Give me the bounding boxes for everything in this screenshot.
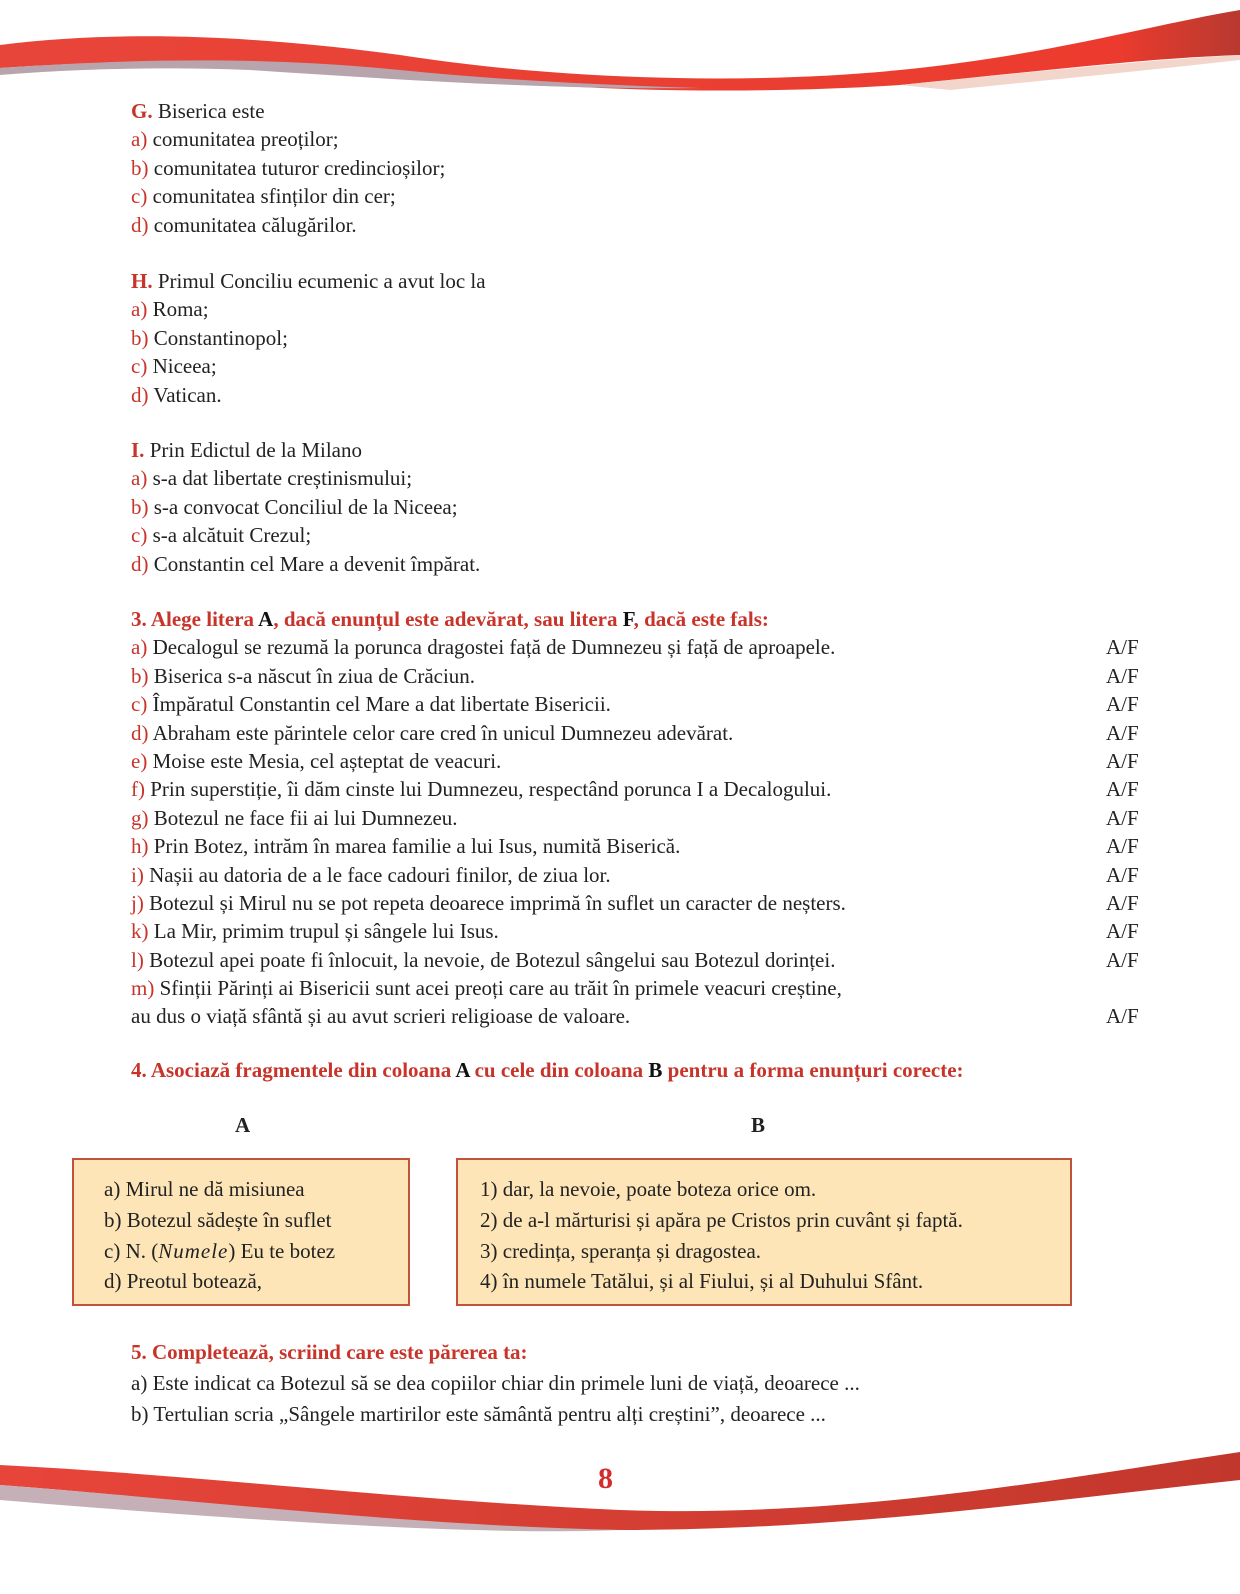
item-italic: Numele [158, 1238, 229, 1263]
option-label: d) [131, 382, 149, 407]
statement-row [131, 747, 1151, 775]
option-label: a) [131, 466, 148, 491]
option-label: c) [131, 354, 148, 379]
true-false-answer: A/F [1106, 692, 1139, 717]
heading-segment: cu cele din coloana [469, 1058, 649, 1082]
question-1 [131, 267, 486, 409]
statement-row-continued [131, 1002, 1151, 1030]
heading-segment: A [455, 1058, 470, 1082]
statement-label: l) [131, 947, 144, 972]
option-text: s-a convocat Conciliul de la Niceea; [148, 494, 458, 519]
answer-option [131, 352, 486, 380]
answer-option [131, 295, 486, 323]
column-a-item [104, 1205, 408, 1236]
statement-text: Nașii au datoria de a le face cadouri finilor, de ziua lor. [143, 862, 611, 887]
answer-option [131, 211, 445, 239]
statement-row [131, 633, 1151, 661]
column-a-item [104, 1266, 408, 1297]
true-false-answer: A/F [1106, 748, 1139, 773]
header-wave [0, 0, 1240, 100]
question-stem [131, 97, 445, 125]
statement-row [131, 804, 1151, 832]
option-text: Roma; [147, 297, 209, 322]
statement-label: d) [131, 720, 149, 745]
statement-row [131, 719, 1151, 747]
item-text: c) N. ( [104, 1238, 159, 1263]
statement-label: j) [131, 890, 144, 915]
completion-prompt: b) Tertulian scria „Sângele martirilor este sământă pentru alți creștini”, deoarece ... [131, 1402, 826, 1426]
statement-text: La Mir, primim trupul și sângele lui Isus. [148, 919, 499, 944]
statement-row [131, 917, 1151, 945]
column-b-box [456, 1158, 1072, 1306]
true-false-answer: A/F [1106, 947, 1139, 972]
statement-label: g) [131, 805, 149, 830]
statement-row [131, 946, 1151, 974]
section-3-true-false [131, 605, 1151, 1031]
heading-segment: 4. Asociază fragmentele din coloana [131, 1058, 456, 1082]
statement-label: e) [131, 748, 148, 773]
true-false-answer: A/F [1106, 777, 1139, 802]
statement-label: f) [131, 777, 145, 802]
section-5-heading: 5. Completează, scriind care este părerea ta: [131, 1340, 528, 1364]
heading-segment: F [622, 607, 634, 631]
section-3-heading [131, 605, 1151, 633]
statement-row [131, 861, 1151, 889]
option-text: Constantin cel Mare a devenit împărat. [148, 551, 481, 576]
column-b-item: 4) în numele Tatălui, și al Fiului, și al Duhului Sfânt. [480, 1269, 924, 1294]
column-a-item [104, 1174, 408, 1205]
statement-text-continued: au dus o viață sfântă și au avut scrieri religioase de valoare. [131, 1004, 631, 1029]
question-0 [131, 97, 445, 239]
option-text: comunitatea călugărilor. [148, 212, 357, 237]
statement-row [131, 690, 1151, 718]
question-letter: H. [131, 269, 153, 293]
answer-option [131, 521, 480, 549]
statement-row [131, 662, 1151, 690]
statement-label: k) [131, 919, 149, 944]
statement-text: Botezul ne face fii ai lui Dumnezeu. [148, 805, 458, 830]
answer-option [131, 324, 486, 352]
statement-label: a) [131, 635, 148, 660]
page-number: 8 [598, 1462, 613, 1495]
question-text: Primul Conciliu ecumenic a avut loc la [152, 269, 486, 293]
column-b-item: 2) de a-l mărturisi și apăra pe Cristos prin cuvânt și faptă. [480, 1207, 963, 1232]
answer-option [131, 154, 445, 182]
item-text: d) Preotul botează, [104, 1269, 263, 1294]
question-stem [131, 436, 480, 464]
heading-segment: 3. Alege litera [131, 607, 259, 631]
option-label: d) [131, 212, 149, 237]
column-a-title: A [235, 1113, 251, 1137]
item-text: a) Mirul ne dă misiunea [104, 1177, 305, 1201]
statement-text: Decalogul se rezumă la porunca dragostei față de Dumnezeu și față de aproapele. [147, 635, 836, 660]
option-label: c) [131, 184, 148, 209]
true-false-answer: A/F [1106, 720, 1139, 745]
column-b-title: B [751, 1113, 766, 1137]
true-false-answer: A/F [1106, 834, 1139, 859]
column-b-item: 1) dar, la nevoie, poate boteza orice om. [480, 1177, 817, 1201]
heading-segment: A [258, 607, 274, 631]
true-false-answer: A/F [1106, 805, 1139, 830]
option-text: comunitatea sfinților din cer; [147, 184, 396, 209]
option-text: s-a dat libertate creștinismului; [147, 466, 413, 491]
true-false-answer: A/F [1106, 1004, 1139, 1029]
statement-text: Botezul apei poate fi înlocuit, la nevoie, de Botezul sângelui sau Botezul dorinței. [143, 947, 836, 972]
section-5 [131, 1337, 860, 1430]
statement-label: i) [131, 862, 144, 887]
option-text: comunitatea tuturor credincioșilor; [148, 155, 446, 180]
question-stem [131, 267, 486, 295]
option-text: s-a alcătuit Crezul; [147, 523, 312, 548]
section-4-heading [73, 1056, 1146, 1084]
heading-segment: , dacă este fals: [633, 607, 769, 631]
question-letter: G. [131, 99, 153, 123]
heading-segment: pentru a forma enunțuri corecte: [662, 1058, 964, 1082]
option-text: Niceea; [147, 354, 217, 379]
column-a-item [104, 1236, 408, 1267]
statement-label: c) [131, 692, 148, 717]
option-label: c) [131, 523, 148, 548]
true-false-answer: A/F [1106, 663, 1139, 688]
column-a-box [72, 1158, 410, 1306]
option-label: a) [131, 297, 148, 322]
answer-option [131, 493, 480, 521]
statement-row [131, 974, 1151, 1002]
statement-row [131, 775, 1151, 803]
option-label: b) [131, 325, 149, 350]
option-text: comunitatea preoților; [147, 127, 339, 152]
question-2 [131, 436, 480, 578]
statement-text: Sfinții Părinți ai Bisericii sunt acei preoți care au trăit în primele veacuri creștine, [154, 976, 842, 1001]
option-text: Vatican. [148, 382, 222, 407]
true-false-answer: A/F [1106, 635, 1139, 660]
statement-row [131, 889, 1151, 917]
question-letter: I. [131, 438, 145, 462]
statement-text: Prin superstiție, îi dăm cinste lui Dumnezeu, respectând porunca I a Decalogului. [145, 777, 832, 802]
statement-text: Botezul și Mirul nu se pot repeta deoarece imprimă în suflet un caracter de neșters. [143, 890, 846, 915]
statement-row [131, 832, 1151, 860]
question-text: Biserica este [152, 99, 265, 123]
option-label: a) [131, 127, 148, 152]
true-false-answer: A/F [1106, 919, 1139, 944]
answer-option [131, 125, 445, 153]
heading-segment: , dacă enunțul este adevărat, sau litera [273, 607, 623, 631]
footer-wave [0, 1440, 1240, 1540]
statement-text: Biserica s-a născut în ziua de Crăciun. [148, 663, 476, 688]
question-text: Prin Edictul de la Milano [144, 438, 362, 462]
answer-option [131, 550, 480, 578]
true-false-answer: A/F [1106, 862, 1139, 887]
statement-text: Abraham este părintele celor care cred în unicul Dumnezeu adevărat. [148, 720, 734, 745]
statement-label: b) [131, 663, 149, 688]
statement-text: Prin Botez, intrăm în marea familie a lui Isus, numită Biserică. [148, 834, 681, 859]
statement-label: h) [131, 834, 149, 859]
completion-prompt: a) Este indicat ca Botezul să se dea copiilor chiar din primele luni de viață, deoarece ... [131, 1371, 860, 1395]
column-b-item: 3) credința, speranța și dragostea. [480, 1238, 762, 1263]
option-label: d) [131, 551, 149, 576]
answer-option [131, 464, 480, 492]
heading-segment: B [648, 1058, 663, 1082]
statement-text: Împăratul Constantin cel Mare a dat libertate Bisericii. [147, 692, 611, 717]
option-label: b) [131, 494, 149, 519]
answer-option [131, 381, 486, 409]
statement-label: m) [131, 976, 155, 1001]
option-label: b) [131, 155, 149, 180]
item-text: ) Eu te botez [228, 1238, 336, 1263]
item-text: b) Botezul sădește în suflet [104, 1207, 332, 1232]
answer-option [131, 182, 445, 210]
option-text: Constantinopol; [148, 325, 288, 350]
true-false-answer: A/F [1106, 890, 1139, 915]
statement-text: Moise este Mesia, cel așteptat de veacuri. [147, 748, 502, 773]
